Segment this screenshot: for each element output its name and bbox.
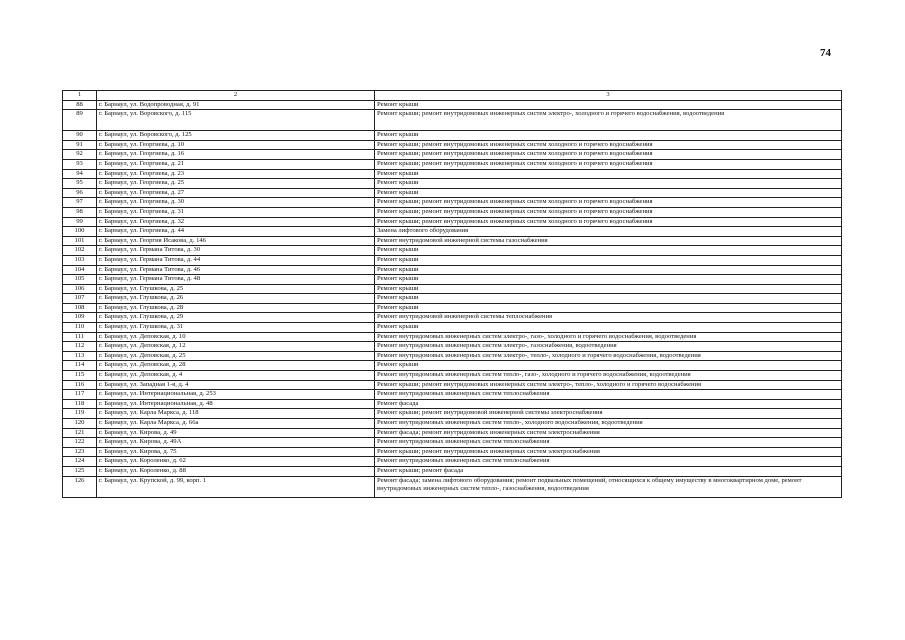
address-cell: г. Барнаул, ул. Георгиева, д. 16 <box>97 150 375 160</box>
work-type-cell: Ремонт фасада; замена лифтового оборудования; ремонт подвальных помещений, относящихся к общему имуществу в многоквартирном доме, ремонт внутридомовых инженерных систем тепло-, газоснабжения, водоотведения <box>375 476 842 497</box>
work-type-cell: Ремонт крыши; ремонт фасада <box>375 466 842 476</box>
table-row <box>63 179 842 189</box>
address-cell: г. Барнаул, ул. Георгиева, д. 25 <box>97 179 375 189</box>
work-type-cell: Ремонт крыши <box>375 100 842 110</box>
address-cell: г. Барнаул, ул. Георгиева, д. 30 <box>97 198 375 208</box>
address-cell: г. Барнаул, ул. Крупской, д. 99, корп. 1 <box>97 476 375 497</box>
address-cell: г. Барнаул, ул. Воровского, д. 115 <box>97 110 375 131</box>
row-number-cell: 125 <box>63 466 97 476</box>
work-type-cell: Ремонт внутридомовых инженерных систем электро-, газо-, холодного и горячего водоснабжения, водоотведения <box>375 332 842 342</box>
address-cell: г. Барнаул, ул. Георгия Исакова, д. 146 <box>97 236 375 246</box>
row-number-cell: 123 <box>63 447 97 457</box>
work-type-cell: Ремонт крыши <box>375 361 842 371</box>
address-cell: г. Барнаул, ул. Кирова, д. 49 <box>97 428 375 438</box>
table-row <box>63 150 842 160</box>
row-number-cell: 90 <box>63 131 97 141</box>
row-number-cell: 111 <box>63 332 97 342</box>
address-cell: г. Барнаул, ул. Германа Титова, д. 48 <box>97 275 375 285</box>
address-cell: г. Барнаул, ул. Интернациональная, д. 48 <box>97 399 375 409</box>
work-type-cell: Ремонт внутридомовых инженерных систем тепло-, газо-, холодного и горячего водоснабжения, водоотведения <box>375 371 842 381</box>
table-row <box>63 428 842 438</box>
table-row <box>63 342 842 352</box>
row-number-cell: 93 <box>63 159 97 169</box>
table-row <box>63 275 842 285</box>
row-number-cell: 108 <box>63 303 97 313</box>
table-row <box>63 447 842 457</box>
row-number-cell: 96 <box>63 188 97 198</box>
table-row <box>63 255 842 265</box>
row-number-cell: 103 <box>63 255 97 265</box>
table-row <box>63 110 842 131</box>
address-cell: г. Барнаул, ул. Георгиева, д. 23 <box>97 169 375 179</box>
work-type-cell: Ремонт крыши; ремонт внутридомовых инженерных систем электроснабжения <box>375 447 842 457</box>
address-cell: г. Барнаул, ул. Деповская, д. 28 <box>97 361 375 371</box>
table-row <box>63 227 842 237</box>
table-row <box>63 265 842 275</box>
work-type-cell: Ремонт крыши; ремонт внутридомовых инженерных систем холодного и горячего водоснабжения <box>375 140 842 150</box>
address-cell: г. Барнаул, ул. Георгиева, д. 44 <box>97 227 375 237</box>
table-row <box>63 457 842 467</box>
table-row <box>63 303 842 313</box>
work-type-cell: Ремонт внутридомовых инженерных систем теплоснабжения <box>375 390 842 400</box>
work-type-cell: Ремонт внутридомовых инженерных систем теплоснабжения <box>375 457 842 467</box>
table-row <box>63 284 842 294</box>
row-number-cell: 102 <box>63 246 97 256</box>
address-cell: г. Барнаул, ул. Деповская, д. 4 <box>97 371 375 381</box>
table-row <box>63 466 842 476</box>
row-number-cell: 100 <box>63 227 97 237</box>
table-row <box>63 159 842 169</box>
work-type-cell: Ремонт крыши; ремонт внутридомовых инженерных систем холодного и горячего водоснабжения <box>375 150 842 160</box>
work-type-cell: Ремонт крыши <box>375 246 842 256</box>
table-row <box>63 371 842 381</box>
table-row <box>63 399 842 409</box>
column-header-1: 1 <box>63 91 97 101</box>
table-row <box>63 294 842 304</box>
work-type-cell: Замена лифтового оборудования <box>375 227 842 237</box>
table-row <box>63 246 842 256</box>
address-cell: г. Барнаул, ул. Германа Титова, д. 30 <box>97 246 375 256</box>
address-cell: г. Барнаул, ул. Кирова, д. 75 <box>97 447 375 457</box>
table-row <box>63 438 842 448</box>
row-number-cell: 107 <box>63 294 97 304</box>
page-number: 74 <box>820 47 831 59</box>
work-type-cell: Ремонт крыши <box>375 294 842 304</box>
row-number-cell: 104 <box>63 265 97 275</box>
row-number-cell: 88 <box>63 100 97 110</box>
row-number-cell: 120 <box>63 419 97 429</box>
work-type-cell: Ремонт крыши; ремонт внутридомовой инженерной системы электроснабжения <box>375 409 842 419</box>
address-cell: г. Барнаул, ул. Деповская, д. 10 <box>97 332 375 342</box>
repair-register-table <box>62 90 842 498</box>
work-type-cell: Ремонт крыши; ремонт внутридомовых инженерных систем электро-, холодного и горячего водоснабжения, водоотведения <box>375 110 842 131</box>
address-cell: г. Барнаул, ул. Германа Титова, д. 46 <box>97 265 375 275</box>
row-number-cell: 124 <box>63 457 97 467</box>
table-row <box>63 409 842 419</box>
address-cell: г. Барнаул, ул. Короленко, д. 62 <box>97 457 375 467</box>
address-cell: г. Барнаул, ул. Карла Маркса, д. 118 <box>97 409 375 419</box>
address-cell: г. Барнаул, ул. Георгиева, д. 31 <box>97 207 375 217</box>
address-cell: г. Барнаул, ул. Воровского, д. 125 <box>97 131 375 141</box>
row-number-cell: 92 <box>63 150 97 160</box>
table-row <box>63 217 842 227</box>
work-type-cell: Ремонт внутридомовых инженерных систем теплоснабжения <box>375 438 842 448</box>
row-number-cell: 106 <box>63 284 97 294</box>
table-row <box>63 131 842 141</box>
table-row <box>63 332 842 342</box>
work-type-cell: Ремонт фасада <box>375 399 842 409</box>
row-number-cell: 118 <box>63 399 97 409</box>
row-number-cell: 117 <box>63 390 97 400</box>
table-row <box>63 351 842 361</box>
row-number-cell: 122 <box>63 438 97 448</box>
work-type-cell: Ремонт крыши <box>375 265 842 275</box>
address-cell: г. Барнаул, ул. Короленко, д. 88 <box>97 466 375 476</box>
table-row <box>63 390 842 400</box>
address-cell: г. Барнаул, ул. Георгиева, д. 21 <box>97 159 375 169</box>
work-type-cell: Ремонт крыши <box>375 323 842 333</box>
table-row <box>63 313 842 323</box>
table-row <box>63 361 842 371</box>
row-number-cell: 113 <box>63 351 97 361</box>
table-row <box>63 476 842 497</box>
table-row <box>63 169 842 179</box>
address-cell: г. Барнаул, ул. Глушкова, д. 29 <box>97 313 375 323</box>
work-type-cell: Ремонт крыши <box>375 255 842 265</box>
work-type-cell: Ремонт крыши <box>375 169 842 179</box>
row-number-cell: 101 <box>63 236 97 246</box>
work-type-cell: Ремонт крыши <box>375 284 842 294</box>
address-cell: г. Барнаул, ул. Западная 1-я, д. 4 <box>97 380 375 390</box>
row-number-cell: 89 <box>63 110 97 131</box>
work-type-cell: Ремонт крыши <box>375 303 842 313</box>
address-cell: г. Барнаул, ул. Интернациональная, д. 253 <box>97 390 375 400</box>
address-cell: г. Барнаул, ул. Георгиева, д. 10 <box>97 140 375 150</box>
row-number-cell: 114 <box>63 361 97 371</box>
table-row <box>63 100 842 110</box>
row-number-cell: 126 <box>63 476 97 497</box>
row-number-cell: 109 <box>63 313 97 323</box>
table-body <box>63 91 842 498</box>
column-number-row <box>63 91 842 101</box>
row-number-cell: 119 <box>63 409 97 419</box>
work-type-cell: Ремонт крыши <box>375 131 842 141</box>
column-header-3: 3 <box>375 91 842 101</box>
row-number-cell: 105 <box>63 275 97 285</box>
address-cell: г. Барнаул, ул. Водопроводная, д. 91 <box>97 100 375 110</box>
column-header-2: 2 <box>97 91 375 101</box>
address-cell: г. Барнаул, ул. Глушкова, д. 28 <box>97 303 375 313</box>
work-type-cell: Ремонт крыши <box>375 179 842 189</box>
work-type-cell: Ремонт крыши; ремонт внутридомовых инженерных систем электро-, тепло-, холодного и горячего водоснабжения <box>375 380 842 390</box>
work-type-cell: Ремонт крыши; ремонт внутридомовых инженерных систем холодного и горячего водоснабжения <box>375 217 842 227</box>
work-type-cell: Ремонт внутридомовых инженерных систем электро-, газоснабжения, водоотведения <box>375 342 842 352</box>
row-number-cell: 110 <box>63 323 97 333</box>
work-type-cell: Ремонт крыши; ремонт внутридомовых инженерных систем холодного и горячего водоснабжения <box>375 159 842 169</box>
work-type-cell: Ремонт крыши; ремонт внутридомовых инженерных систем холодного и горячего водоснабжения <box>375 198 842 208</box>
table-row <box>63 236 842 246</box>
address-cell: г. Барнаул, ул. Глушкова, д. 31 <box>97 323 375 333</box>
table-row <box>63 207 842 217</box>
work-type-cell: Ремонт внутридомовой инженерной системы газоснабжения <box>375 236 842 246</box>
row-number-cell: 116 <box>63 380 97 390</box>
table-row <box>63 140 842 150</box>
row-number-cell: 98 <box>63 207 97 217</box>
row-number-cell: 112 <box>63 342 97 352</box>
row-number-cell: 95 <box>63 179 97 189</box>
row-number-cell: 97 <box>63 198 97 208</box>
table-row <box>63 198 842 208</box>
work-type-cell: Ремонт крыши <box>375 188 842 198</box>
row-number-cell: 115 <box>63 371 97 381</box>
row-number-cell: 99 <box>63 217 97 227</box>
work-type-cell: Ремонт внутридомовых инженерных систем электро-, тепло-, холодного и горячего водоснабжения, водоотведения <box>375 351 842 361</box>
address-cell: г. Барнаул, ул. Кирова, д. 49А <box>97 438 375 448</box>
table-row <box>63 380 842 390</box>
work-type-cell: Ремонт крыши; ремонт внутридомовых инженерных систем холодного и горячего водоснабжения <box>375 207 842 217</box>
address-cell: г. Барнаул, ул. Георгиева, д. 27 <box>97 188 375 198</box>
row-number-cell: 91 <box>63 140 97 150</box>
row-number-cell: 94 <box>63 169 97 179</box>
work-type-cell: Ремонт внутридомовой инженерной системы теплоснабжения <box>375 313 842 323</box>
address-cell: г. Барнаул, ул. Карла Маркса, д. 66а <box>97 419 375 429</box>
address-cell: г. Барнаул, ул. Германа Титова, д. 44 <box>97 255 375 265</box>
address-cell: г. Барнаул, ул. Деповская, д. 12 <box>97 342 375 352</box>
row-number-cell: 121 <box>63 428 97 438</box>
work-type-cell: Ремонт внутридомовых инженерных систем тепло-, холодного водоснабжения, водоотведения <box>375 419 842 429</box>
address-cell: г. Барнаул, ул. Глушкова, д. 25 <box>97 284 375 294</box>
work-type-cell: Ремонт крыши <box>375 275 842 285</box>
address-cell: г. Барнаул, ул. Глушкова, д. 26 <box>97 294 375 304</box>
table-row <box>63 323 842 333</box>
table-row <box>63 419 842 429</box>
address-cell: г. Барнаул, ул. Деповская, д. 25 <box>97 351 375 361</box>
table-row <box>63 188 842 198</box>
address-cell: г. Барнаул, ул. Георгиева, д. 32 <box>97 217 375 227</box>
work-type-cell: Ремонт фасада; ремонт внутридомовых инженерных систем электроснабжения <box>375 428 842 438</box>
